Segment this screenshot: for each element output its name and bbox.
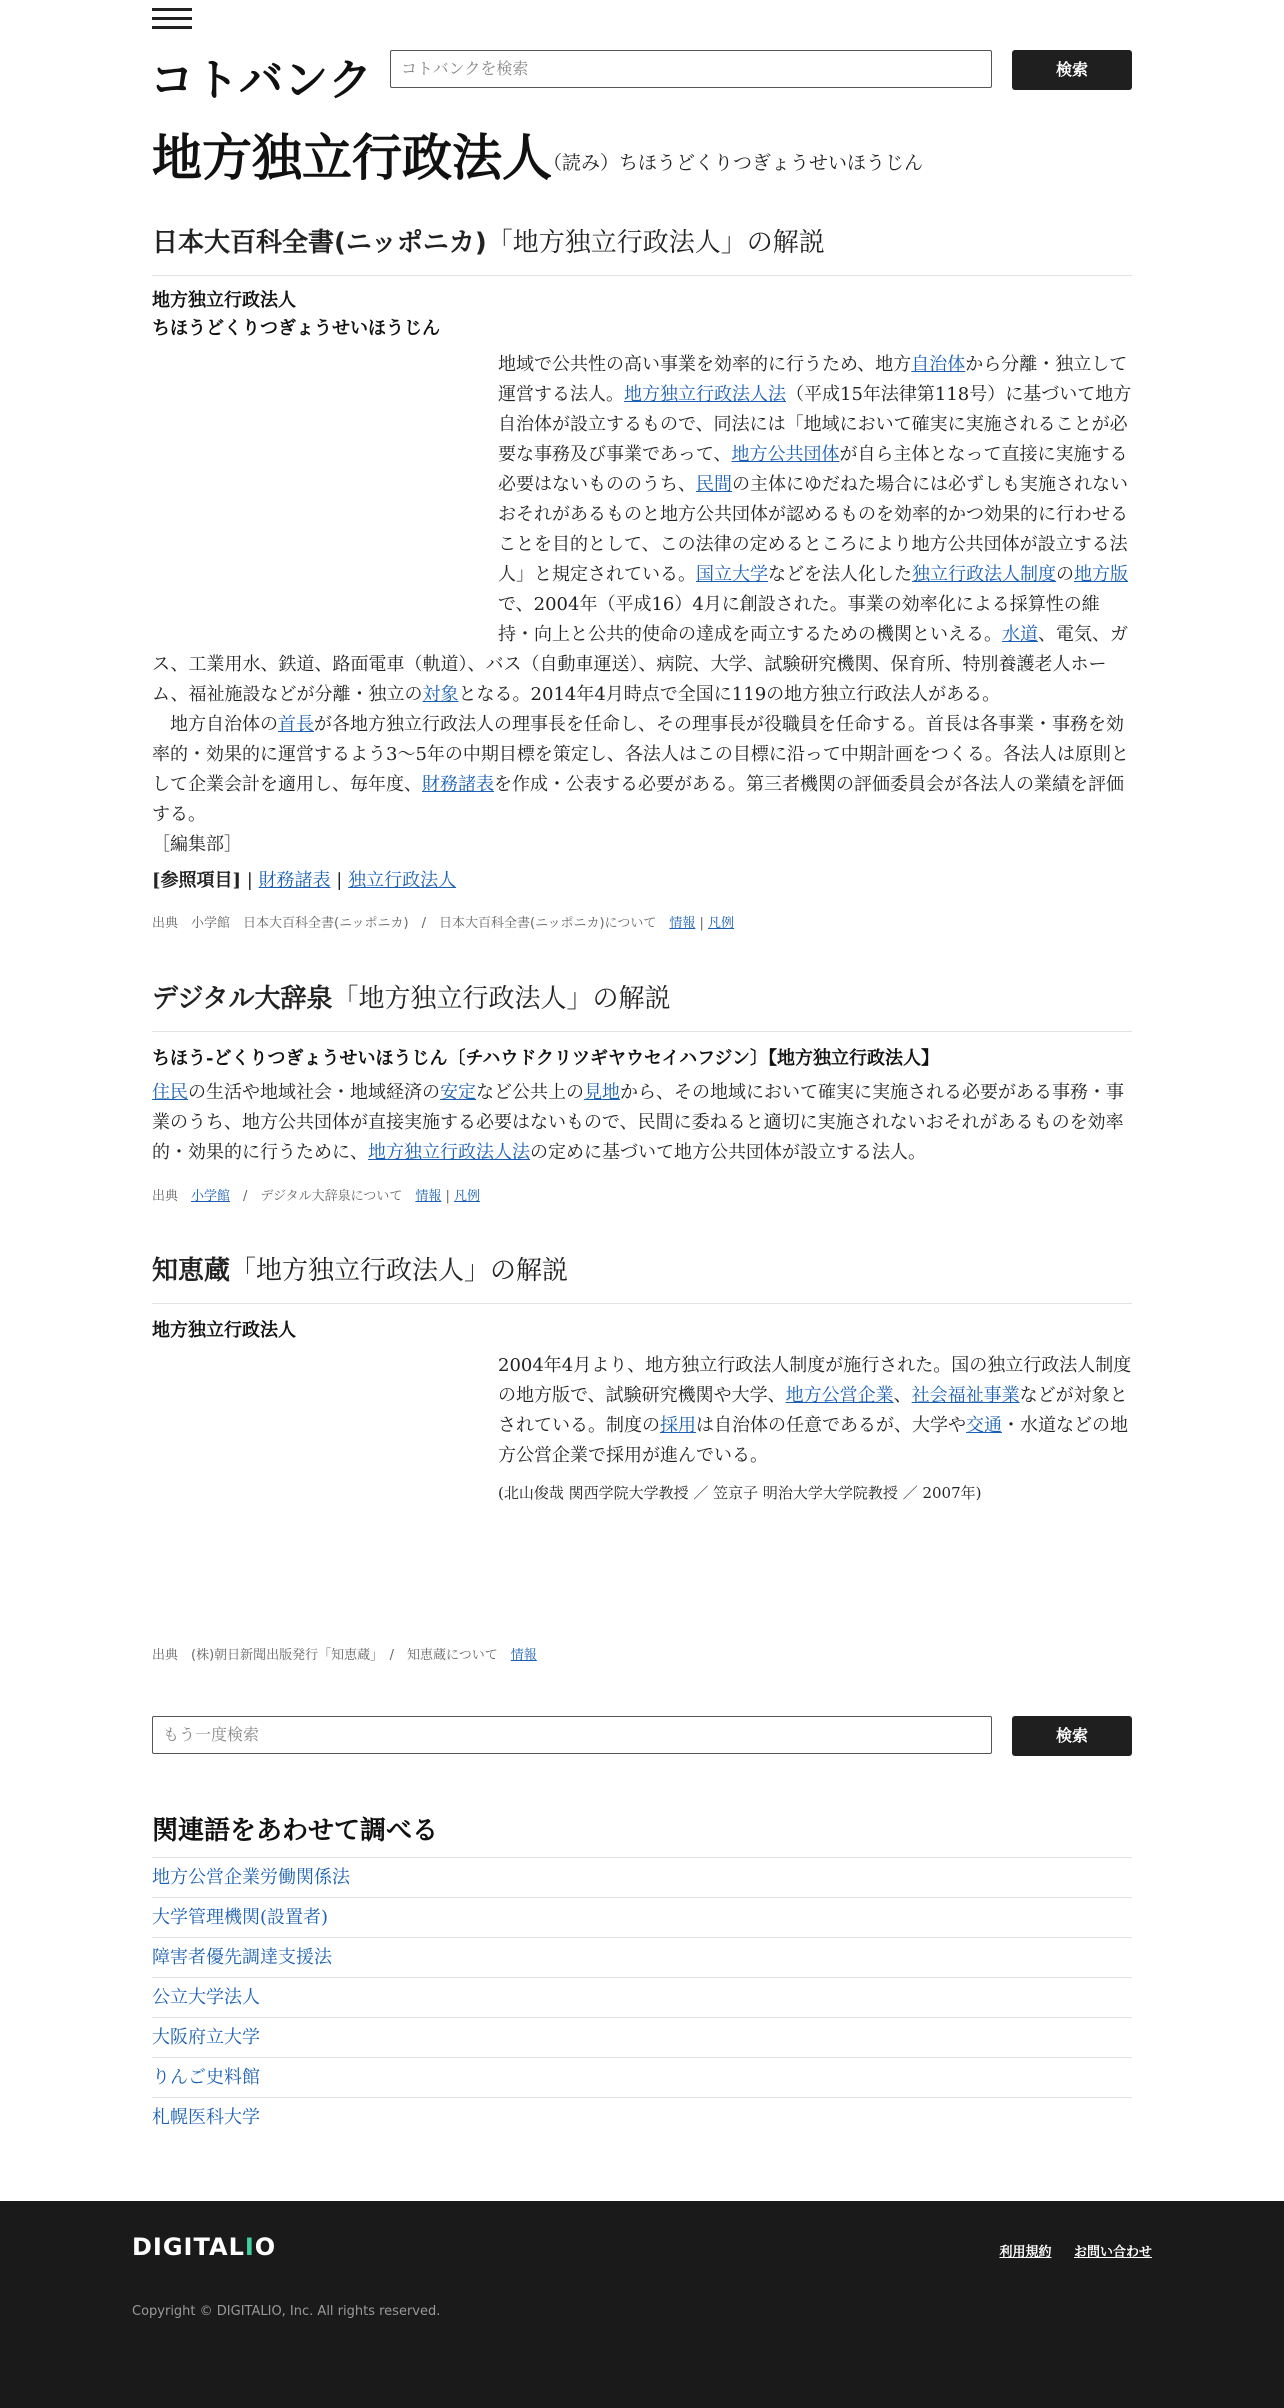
page-title: 地方独立行政法人 <box>152 129 552 187</box>
related-heading: 関連語をあわせて調べる <box>152 1816 439 1846</box>
nipponica-term: 地方独立行政法人 <box>152 290 296 311</box>
nipponica-body: 地域で公共性の高い事業を効率的に行うため、地方自治体から分離・独立して運営する法人。地方独立行政法人法（平成15年法律第118号）に基づいて地方自治体が設立するもので、同法には「地域において確実に実施されることが必要な事務及び事業であって、地方公共団体が自ら主体となって直接に実施する必要はないもののうち、民間の主体にゆだねた場合には必ずしも実施されないおそれがあるものと地方公共団体が認めるものを効率的かつ効果的に行わせることを目的として、この法律の定めるところにより地方公共団体が設立する法人」と規定されている。国立大学などを法人化した独立行政法人制度の地方版で、2004年（平成16）4月に創設された。事業の効率化による採算性の維持・向上と公共的使命の達成を両立するための機関といえる。水道、電気、ガス、工業用水、鉄道、路面電車（軌道）、バス（自動車運送）、病院、大学、試験研究機関、保育所、特別養護老人ホーム、福祉施設などが分離・独立の対象となる。2014年4月時点で全国に119の地方独立行政法人がある。 地方自治体の首長が各地方独立行政法人の理事長を任命し、その理事長が役職員を任命する。首長は各事業・事務を効率的・効果的に運営するよう3～5年の中期目標を策定し、各法人はこの目標に沿って中期計画をつくる。各法人は原則として企業会計を適用し、毎年度、財務諸表を作成・公表する必要がある。第三者機関の評価委員会が各法人の業績を評価する。 ［編集部］ <box>152 350 1132 860</box>
inline-term-link[interactable]: 大学 <box>732 564 768 585</box>
footer-link-contact[interactable]: お問い合わせ <box>1073 2245 1152 2260</box>
related-item[interactable]: 地方公営企業労働関係法 <box>152 1857 1132 1897</box>
ref-link-dokuritsu[interactable]: 独立行政法人 <box>348 870 457 891</box>
site-logo[interactable]: コトバンク <box>150 55 374 106</box>
inline-term-link[interactable]: 地方公共団体 <box>731 444 840 465</box>
footer-link-terms[interactable]: 利用規約 <box>999 2245 1052 2260</box>
footer-logo[interactable]: DIGITALIO <box>132 2233 277 2261</box>
image-placeholder <box>152 350 498 634</box>
footer <box>0 2201 1284 2408</box>
inline-term-link[interactable]: 水道 <box>1002 624 1038 645</box>
source-info-link[interactable]: 情報 <box>669 916 696 931</box>
inline-term-link[interactable]: 地方独立行政法人法 <box>368 1142 530 1163</box>
hamburger-menu-icon[interactable] <box>152 8 192 32</box>
inline-term-link[interactable]: 安定 <box>440 1082 476 1103</box>
inline-term-link[interactable]: 地方独立行政法人法 <box>624 384 786 405</box>
related-item[interactable]: 札幌医科大学 <box>152 2097 1132 2137</box>
reference-items: [参照項目] | 財務諸表 | 独立行政法人 <box>152 870 457 891</box>
inline-term-link[interactable]: 採用 <box>660 1415 696 1436</box>
related-item[interactable]: 公立大学法人 <box>152 1977 1132 2017</box>
inline-term-link[interactable]: 地方公営企業 <box>785 1385 894 1406</box>
daijisen-body: 住民の生活や地域社会・地域経済の安定など公共上の見地から、その地域において確実に実施される必要がある事務・事業のうち、地方公共団体が直接実施する必要はないもので、民間に委ねると適切に実施されないおそれがあるものを効率的・効果的に行うために、地方独立行政法人法の定めに基づいて地方公共団体が設立する法人。 <box>152 1082 1124 1163</box>
source-info-link[interactable]: 情報 <box>415 1189 442 1204</box>
inline-term-link[interactable]: 住民 <box>152 1082 188 1103</box>
inline-term-link[interactable]: 地方版 <box>1074 564 1128 585</box>
inline-term-link[interactable]: 交通 <box>966 1415 1002 1436</box>
inline-term-link[interactable]: 対象 <box>422 684 459 705</box>
source-nipponica: 出典 小学館 日本大百科全書(ニッポニカ) / 日本大百科全書(ニッポニカ)について 情報 | 凡例 <box>152 916 735 931</box>
nipponica-term-reading: ちほうどくりつぎょうせいほうじん <box>152 318 440 339</box>
section-heading-daijisen: デジタル大辞泉「地方独立行政法人」の解説 <box>152 978 1132 1032</box>
source-chiezo: 出典 (株)朝日新聞出版発行「知恵蔵」 / 知恵蔵について 情報 <box>152 1648 537 1663</box>
related-item[interactable]: りんご史料館 <box>152 2057 1132 2097</box>
copyright: Copyright © DIGITALIO, Inc. All rights reserved. <box>132 2304 441 2319</box>
inline-term-link[interactable]: 民間 <box>696 474 732 495</box>
related-list <box>152 1857 1132 2137</box>
footer-links <box>981 2241 1152 2260</box>
source-publisher-link[interactable]: 小学館 <box>191 1189 231 1204</box>
related-item[interactable]: 大阪府立大学 <box>152 2017 1132 2057</box>
inline-term-link[interactable]: 見地 <box>584 1082 620 1103</box>
source-info-link[interactable]: 情報 <box>510 1648 537 1663</box>
chiezo-body: 2004年4月より、地方独立行政法人制度が施行された。国の独立行政法人制度の地方版で、試験研究機関や大学、地方公営企業、社会福祉事業などが対象とされている。制度の採用は自治体の任意であるが、大学や交通・水道などの地方公営企業で採用が進んでいる。 <box>498 1355 1132 1466</box>
search-again-input[interactable]: もう一度検索 <box>152 1716 992 1754</box>
chiezo-author: (北山俊哉 関西学院大学教授 ／ 笠京子 明治大学大学院教授 ／ 2007年) <box>498 1484 982 1502</box>
related-item[interactable]: 障害者優先調達支援法 <box>152 1937 1132 1977</box>
inline-term-link[interactable]: 首長 <box>278 714 314 735</box>
inline-term-link[interactable]: 独立行政法人制度 <box>912 564 1056 585</box>
page-reading: （読み）ちほうどくりつぎょうせいほうじん <box>543 152 924 174</box>
inline-term-link[interactable]: 社会福祉事業 <box>911 1385 1020 1406</box>
search-again-button[interactable]: 検索 <box>1012 1716 1132 1756</box>
source-legend-link[interactable]: 凡例 <box>454 1189 481 1204</box>
inline-term-link[interactable]: 自治体 <box>911 354 966 375</box>
daijisen-term: ちほう-どくりつぎょうせいほうじん〔チハウドクリツギヤウセイハフジン〕【地方独立行政法人】 <box>152 1048 939 1069</box>
related-item[interactable]: 大学管理機関(設置者) <box>152 1897 1132 1937</box>
search-button[interactable]: 検索 <box>1012 50 1132 90</box>
ref-link-zaimu[interactable]: 財務諸表 <box>258 870 331 891</box>
editor-note: ［編集部］ <box>152 834 242 855</box>
source-legend-link[interactable]: 凡例 <box>708 916 735 931</box>
inline-term-link[interactable]: 国立 <box>696 564 732 585</box>
section-heading-nipponica: 日本大百科全書(ニッポニカ)「地方独立行政法人」の解説 <box>152 222 1132 276</box>
section-heading-chiezo: 知恵蔵「地方独立行政法人」の解説 <box>152 1250 1132 1304</box>
search-input[interactable]: コトバンクを検索 <box>390 50 992 88</box>
inline-term-link[interactable]: 財務諸表 <box>422 774 494 795</box>
chiezo-term: 地方独立行政法人 <box>152 1320 296 1341</box>
source-daijisen: 出典 小学館 / デジタル大辞泉について 情報 | 凡例 <box>152 1189 481 1204</box>
